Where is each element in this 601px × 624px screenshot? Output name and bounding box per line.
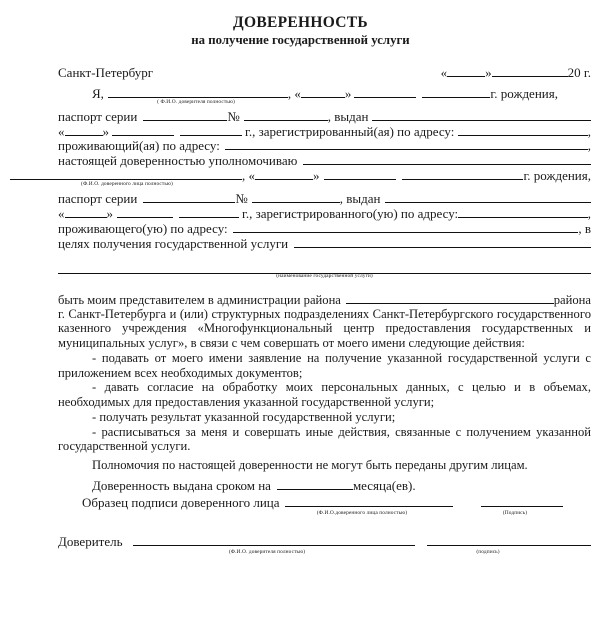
principal-reg-year-field[interactable] <box>180 123 242 136</box>
principal-living-address-field[interactable] <box>225 138 588 151</box>
service-name-caption: (наименование государственной услуги) <box>276 273 373 280</box>
representation-row <box>58 291 591 307</box>
bullet-item-1: - подавать от моего имени заявление на получение указанной государственной услуги с приложением всех необходимых документов; <box>58 350 591 380</box>
signature-short-caption: (Подпись) <box>502 509 528 516</box>
principal-birth-quote-open: « <box>294 85 301 101</box>
principal-birth-month-field[interactable] <box>354 85 416 98</box>
date-quote-open: « <box>440 64 448 80</box>
authorize-label: настоящей доверенностью уполномочиваю <box>58 153 298 169</box>
attorney-passport-row <box>10 190 591 205</box>
attorney-passport-issued-label: , выдан <box>339 191 381 207</box>
date-year-suffix: 20 г. <box>567 64 591 80</box>
principal-passport-issued-label: , выдан <box>327 108 369 124</box>
term-prefix: Доверенность выдана сроком на <box>92 477 271 493</box>
principal-signature-caption-row <box>0 550 601 558</box>
district-field[interactable] <box>346 291 554 304</box>
attorney-birth-month-field[interactable] <box>324 167 396 180</box>
attorney-passport-number-sign: № <box>235 191 248 207</box>
attorney-reg-month-field[interactable] <box>117 205 173 218</box>
attorney-birth-quote-close: » <box>313 168 320 184</box>
principal-identity-row <box>58 85 591 100</box>
principal-living-label: проживающий(ая) по адресу: <box>58 138 220 154</box>
date-month-field[interactable] <box>492 64 568 77</box>
attorney-passport-issuer-field[interactable] <box>385 190 591 203</box>
bullet-item-3: - получать результат указанной государственной услуги; <box>92 409 396 424</box>
representation-prefix: быть моим представителем в администрации района <box>58 293 341 308</box>
principal-reg-month-field[interactable] <box>112 123 174 136</box>
attorney-reg-tail: , <box>587 206 591 222</box>
principal-reg-suffix: г., зарегистрированный(ая) по адресу: <box>245 123 455 139</box>
principal-signature-row <box>0 533 601 550</box>
principal-signature-caption: (подпись) <box>476 548 500 555</box>
term-suffix: месяца(ев). <box>352 477 416 493</box>
main-body <box>0 291 601 307</box>
signature-sample-caption: (Ф.И.О.доверенного лица полностью) <box>316 509 408 516</box>
principal-passport-row <box>58 108 591 123</box>
attorney-birth-day-field[interactable] <box>255 167 313 180</box>
principal-signature-name-field[interactable] <box>133 533 415 546</box>
principal-reg-tail: , <box>587 123 591 139</box>
purpose-field[interactable] <box>294 235 591 248</box>
principal-name-comma: , <box>287 85 295 101</box>
document-page <box>0 14 601 624</box>
date-day-field[interactable] <box>447 64 485 77</box>
attorney-name-comma: , <box>242 168 249 184</box>
principal-reg-quote-open: « <box>58 123 65 139</box>
page-title: ДОВЕРЕННОСТЬ <box>233 14 368 31</box>
attorney-birth-quote-open: « <box>248 168 255 184</box>
attorney-passport-series-field[interactable] <box>143 190 235 203</box>
term-row <box>0 477 601 494</box>
authorize-row <box>58 152 591 167</box>
signature-sample-row <box>0 494 601 511</box>
purpose-label: целях получения государственной услуги <box>58 236 289 252</box>
attorney-name-field[interactable] <box>10 167 242 180</box>
attorney-reg-quote-close: » <box>106 206 113 222</box>
attorney-passport-number-field[interactable] <box>252 190 340 203</box>
attorney-registration-row <box>10 205 591 220</box>
attorney-living-row <box>10 220 591 235</box>
principal-reg-day-field[interactable] <box>65 123 103 136</box>
principal-reg-address-field[interactable] <box>458 123 587 136</box>
bullet-item-4: - расписываться за меня и совершать иные действия, связанные с получением указанной государственной услуги. <box>58 424 591 454</box>
attorney-birth-year-field[interactable] <box>402 167 524 180</box>
attorney-name-caption-row <box>10 182 591 190</box>
principal-name-caption-row <box>58 100 591 108</box>
purpose-row <box>10 235 591 250</box>
page-subtitle: на получение государственной услуги <box>191 33 410 48</box>
principal-birth-quote-close: » <box>344 85 352 101</box>
attorney-reg-year-field[interactable] <box>179 205 239 218</box>
principal-reg-quote-close: » <box>102 123 109 139</box>
attorney-name-caption: (Ф.И.О. доверенного лица полностью) <box>81 181 173 188</box>
principal-name-caption: ( Ф.И.О. доверителя полностью) <box>157 98 235 105</box>
bullet-item-2: - давать согласие на обработку моих персональных данных, с целью и в объемах, необходимых для предоставления указанной государственной услуги; <box>58 380 591 410</box>
principal-name-caption-bottom: (Ф.И.О. доверителя полностью) <box>228 548 306 555</box>
attorney-birth-suffix: г. рождения, <box>523 168 591 184</box>
attorney-passport-label: паспорт серии <box>58 191 138 207</box>
date-quote-close: » <box>485 64 492 80</box>
principal-passport-number-field[interactable] <box>244 108 328 121</box>
spacer <box>10 250 591 261</box>
representation-paragraph: г. Санкт-Петербурга и (или) структурных подразделениях Санкт-Петербургского государственного казенного учреждения «Многофункциональный центр предоставления государственных и муниципальных услуг», в связи с чем совершать от моего имени следующие действия: <box>58 306 591 351</box>
attorney-living-label: проживающего(ую) по адресу: <box>58 221 228 237</box>
principal-signature-sign-field[interactable] <box>427 533 591 546</box>
principal-signature-label: Доверитель <box>58 533 123 549</box>
principal-i-label: Я, <box>92 85 104 101</box>
principal-passport-series-field[interactable] <box>143 108 227 121</box>
spacer <box>0 282 601 291</box>
signature-sample-name-field[interactable] <box>285 494 453 507</box>
attorney-reg-day-field[interactable] <box>65 205 107 218</box>
attorney-reg-quote-open: « <box>58 206 65 222</box>
principal-passport-number-sign: № <box>227 108 240 124</box>
city-label: Санкт-Петербург <box>58 64 154 80</box>
attorney-living-tail: , в <box>578 221 591 237</box>
principal-birth-suffix: г. рождения, <box>490 85 558 101</box>
term-months-field[interactable] <box>277 477 353 490</box>
signature-sample-label: Образец подписи доверенного лица <box>82 494 280 510</box>
principal-passport-issuer-field[interactable] <box>372 108 591 121</box>
no-transfer-paragraph: Полномочия по настоящей доверенности не могут быть переданы другим лицам. <box>92 458 528 473</box>
principal-living-tail: , <box>587 138 591 154</box>
signature-sample-sign-field[interactable] <box>481 494 563 507</box>
principal-birth-year-field[interactable] <box>422 85 490 98</box>
principal-name-field[interactable] <box>108 85 288 98</box>
signature-sample-caption-row <box>0 511 601 519</box>
attorney-reg-address-field[interactable] <box>458 205 588 218</box>
attorney-living-address-field[interactable] <box>233 220 579 233</box>
principal-registration-row <box>58 123 591 138</box>
authorize-field[interactable] <box>303 152 591 165</box>
service-caption-row <box>10 274 591 282</box>
representation-suffix: района <box>553 293 591 308</box>
attorney-block <box>0 167 601 282</box>
principal-living-row <box>58 138 591 153</box>
attorney-reg-suffix: г., зарегистрированного(ую) по адресу: <box>242 206 459 222</box>
principal-block <box>0 85 601 168</box>
principal-birth-day-field[interactable] <box>301 85 345 98</box>
spacer <box>0 519 601 533</box>
principal-passport-label: паспорт серии <box>58 108 138 124</box>
city-date-line <box>0 64 601 81</box>
